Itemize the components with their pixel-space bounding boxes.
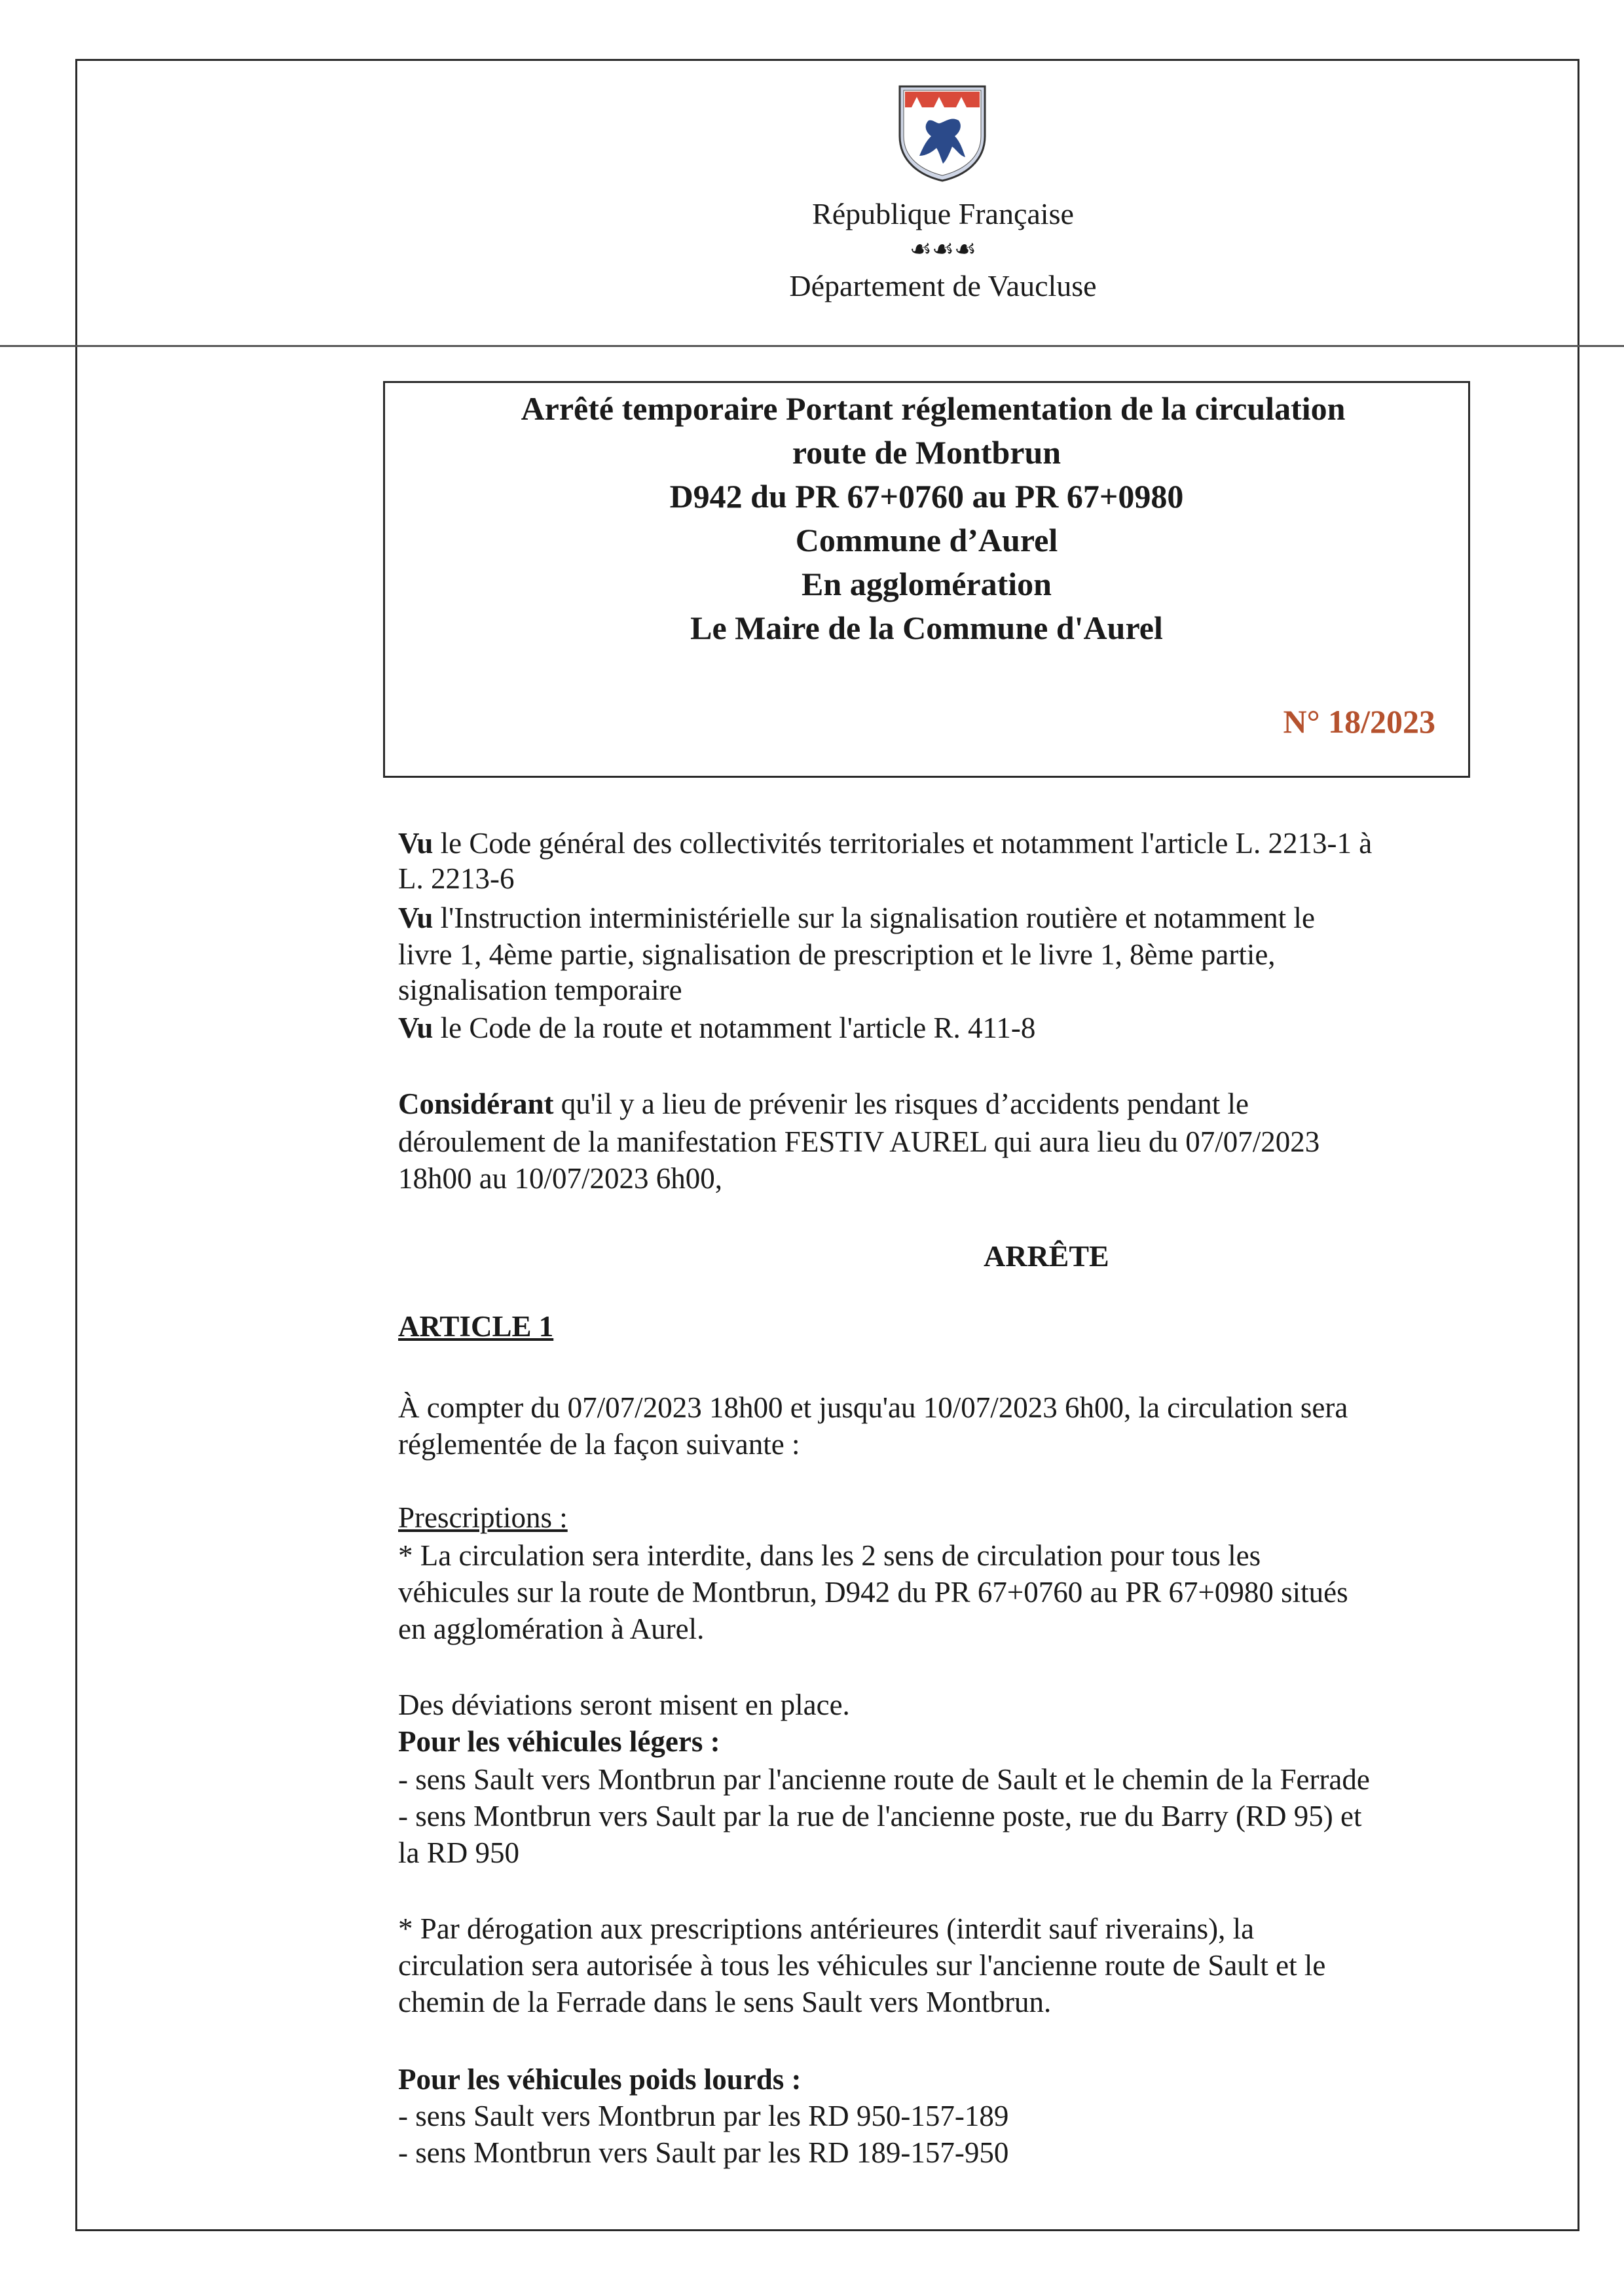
vu-keyword: Vu xyxy=(398,902,434,934)
heavy-vehicles-line-1: - sens Sault vers Montbrun par les RD 950-157-189 xyxy=(398,2100,1009,2132)
derogation-line-1: * Par dérogation aux prescriptions antérieures (interdit sauf riverains), la xyxy=(398,1912,1255,1945)
ornament: ☙☙☙ xyxy=(909,236,977,263)
arrete-heading: ARRÊTE xyxy=(984,1239,1109,1273)
vaucluse-coat-of-arms-icon xyxy=(897,84,987,182)
prescription-line-1: * La circulation sera interdite, dans les 2 sens de circulation pour tous les xyxy=(398,1539,1261,1572)
title-line-3: D942 du PR 67+0760 au PR 67+0980 xyxy=(669,478,1184,515)
vu-1-line-2: L. 2213-6 xyxy=(398,862,515,895)
title-line-4: Commune d’Aurel xyxy=(795,522,1058,558)
considerant-keyword: Considérant xyxy=(398,1087,554,1120)
light-vehicles-line-3: la RD 950 xyxy=(398,1836,519,1869)
vu-2-line-2: livre 1, 4ème partie, signalisation de prescription et le livre 1, 8ème partie, xyxy=(398,938,1276,971)
decree-number: N° 18/2023 xyxy=(1283,703,1435,740)
considerant-line-3: 18h00 au 10/07/2023 6h00, xyxy=(398,1162,722,1195)
article-1-heading: ARTICLE 1 xyxy=(398,1310,554,1343)
vu-keyword: Vu xyxy=(398,827,434,860)
vu-keyword: Vu xyxy=(398,1011,434,1044)
deviations-text: Des déviations seront misent en place. xyxy=(398,1688,850,1721)
department-label: Département de Vaucluse xyxy=(789,269,1097,302)
light-vehicles-line-1: - sens Sault vers Montbrun par l'ancienne route de Sault et le chemin de la Ferrade xyxy=(398,1763,1370,1796)
vu-2-line-3: signalisation temporaire xyxy=(398,974,682,1006)
vu-1-line-1: Vu le Code général des collectivités territoriales et notamment l'article L. 2213-1 à xyxy=(398,827,1373,860)
derogation-line-3: chemin de la Ferrade dans le sens Sault vers Montbrun. xyxy=(398,1986,1052,2018)
prescription-line-2: véhicules sur la route de Montbrun, D942 du PR 67+0760 au PR 67+0980 situés xyxy=(398,1576,1348,1609)
vu-3-line-1: Vu le Code de la route et notamment l'article R. 411-8 xyxy=(398,1011,1036,1044)
considerant-line-1: Considérant qu'il y a lieu de prévenir les risques d’accidents pendant le xyxy=(398,1087,1249,1120)
prescriptions-label: Prescriptions : xyxy=(398,1501,568,1534)
title-line-2: route de Montbrun xyxy=(792,434,1061,471)
vu-2-line-1: Vu l'Instruction interministérielle sur la signalisation routière et notamment le xyxy=(398,902,1315,934)
title-box xyxy=(383,381,1470,778)
article-1-intro-1: À compter du 07/07/2023 18h00 et jusqu'au 10/07/2023 6h00, la circulation sera xyxy=(398,1391,1348,1424)
article-1-intro-2: réglementée de la façon suivante : xyxy=(398,1428,800,1461)
header-divider xyxy=(0,345,1624,347)
prescription-line-3: en agglomération à Aurel. xyxy=(398,1613,705,1645)
derogation-line-2: circulation sera autorisée à tous les véhicules sur l'ancienne route de Sault et le xyxy=(398,1949,1326,1982)
light-vehicles-line-2: - sens Montbrun vers Sault par la rue de l'ancienne poste, rue du Barry (RD 95) et xyxy=(398,1800,1362,1832)
heavy-vehicles-line-2: - sens Montbrun vers Sault par les RD 189-157-950 xyxy=(398,2136,1009,2169)
title-line-5: En agglomération xyxy=(802,566,1052,602)
title-line-1: Arrêté temporaire Portant réglementation de la circulation xyxy=(521,390,1346,427)
heavy-vehicles-label: Pour les véhicules poids lourds : xyxy=(398,2063,802,2096)
republic-label: République Française xyxy=(812,197,1074,230)
light-vehicles-label: Pour les véhicules légers : xyxy=(398,1725,720,1758)
title-line-6: Le Maire de la Commune d'Aurel xyxy=(690,610,1163,646)
considerant-line-2: déroulement de la manifestation FESTIV AUREL qui aura lieu du 07/07/2023 xyxy=(398,1125,1320,1158)
